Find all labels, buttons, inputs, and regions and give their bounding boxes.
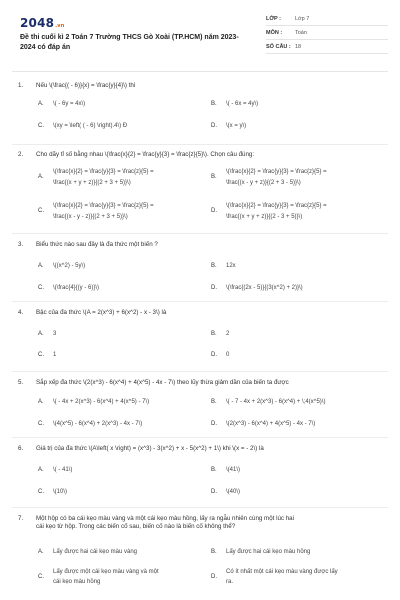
option-label: A.	[38, 467, 44, 473]
meta-key: SỐ CÂU :	[266, 44, 291, 50]
question-number: 3.	[18, 241, 24, 248]
option-text: \(40\)	[226, 489, 241, 495]
question-stem	[18, 309, 388, 317]
question-stem	[18, 379, 388, 387]
option-label: C.	[38, 574, 44, 580]
meta-key: LỚP :	[266, 16, 281, 22]
question-text: Giá trị của đa thức \(A\left( x \right) = (x^3) - 3(x^2) + x - 5(x^2) + 1\) khi \(x = - 2\) là	[36, 445, 264, 452]
option-label: D.	[211, 285, 217, 291]
option-label: D.	[211, 123, 217, 129]
exam-title: Đề thi cuối kì 2 Toán 7 Trường THCS Gò Xoài (TP.HCM) năm 2023-2024 có đáp án	[20, 34, 239, 51]
question-text: Cho dãy tỉ số bằng nhau \(\frac{x}{2} = \frac{y}{3} = \frac{z}{5}\). Chọn câu đúng:	[36, 151, 255, 158]
question-divider	[12, 301, 388, 302]
option-label: B.	[211, 399, 217, 405]
meta-value: Toán	[295, 30, 307, 36]
option-text-line2: \frac{(x - y + z)}{(2 + 3 - 5)}\)	[226, 180, 301, 186]
header-divider	[12, 71, 388, 72]
option-label: A.	[38, 331, 44, 337]
option-text: \(4(x^5) - 6(x^4) + 2(x^3) - 4x - 7\)	[53, 421, 143, 427]
option-label: D.	[211, 421, 217, 427]
question-text: Bậc của đa thức \(A = 2(x^3) + 6(x^2) - x - 3\) là	[36, 309, 167, 316]
option-text: \( - 41\)	[53, 467, 73, 473]
option-text-line1: \(\frac{x}{2} = \frac{y}{3} = \frac{z}{5} =	[53, 203, 154, 209]
question-number: 4.	[18, 309, 24, 316]
option-text-line2: cái kẹo màu hồng	[53, 579, 101, 585]
question-number: 5.	[18, 379, 24, 386]
question-text: Sắp xếp đa thức \(2(x^3) - 6(x^4) + 4(x^5) - 4x - 7\) theo lũy thừa giảm dần của biến ta được	[36, 379, 289, 386]
option-text: \(41\)	[226, 467, 241, 473]
option-label: D.	[211, 352, 217, 358]
option-label: B.	[211, 331, 217, 337]
option-text-line1: \(\frac{x}{2} = \frac{y}{3} = \frac{z}{5} =	[53, 169, 154, 175]
question-number: 1.	[18, 82, 24, 89]
option-text: \(10\)	[53, 489, 68, 495]
option-text: \( - 4x + 2(x^3) - 6(x^4) + 4(x^5) - 7\)	[53, 399, 150, 405]
option-label: A.	[38, 549, 44, 555]
question-1	[18, 82, 388, 129]
option-label: A.	[38, 399, 44, 405]
option-label: C.	[38, 352, 44, 358]
meta-row-subject	[266, 26, 388, 40]
option-label: C.	[38, 208, 44, 214]
option-text-line2: \frac{(x + y + z)}{(2 - 3 + 5)}\)	[226, 214, 303, 220]
option-text-line1: Có ít nhất một cái kẹo màu vàng được lấy	[226, 569, 338, 575]
question-text-line1: Một hộp có ba cái kẹo màu vàng và một cái kẹo màu hồng, lấy ra ngẫu nhiên cùng một lúc hai	[36, 515, 294, 522]
option-label: C.	[38, 489, 44, 495]
option-label: A.	[38, 174, 44, 180]
exam-header	[12, 12, 388, 62]
option-text: Lấy được hai cái kẹo màu hồng	[226, 549, 311, 555]
question-divider	[12, 144, 388, 145]
option-label: B.	[211, 263, 217, 269]
question-text: Nếu \(\frac{( - 6)}{x} = \frac{y}{4}\) thì	[36, 82, 136, 89]
exam-meta	[266, 12, 388, 54]
question-5	[18, 379, 388, 427]
option-label: D.	[211, 489, 217, 495]
question-3	[18, 241, 388, 291]
option-label: D.	[211, 574, 217, 580]
question-4	[18, 309, 388, 358]
question-divider	[12, 233, 388, 234]
question-number: 7.	[18, 515, 24, 522]
question-number: 2.	[18, 151, 24, 158]
question-divider	[12, 371, 388, 372]
question-stem	[18, 515, 388, 531]
option-label: B.	[211, 101, 217, 107]
option-label: B.	[211, 467, 217, 473]
option-text: 12x	[226, 263, 236, 269]
meta-row-class	[266, 12, 388, 26]
option-text: \(\frac{(2x - 5)}{(3(x^2) + 2)}\)	[226, 285, 303, 291]
logo-main: 2048	[20, 16, 55, 30]
question-7	[18, 515, 388, 585]
option-text: 0	[226, 352, 230, 358]
option-text: \(2(x^3) - 6(x^4) + 4(x^5) - 4x - 7\)	[226, 421, 316, 427]
question-stem	[18, 241, 388, 249]
option-label: A.	[38, 101, 44, 107]
question-divider	[12, 507, 388, 508]
option-text: \((x^2) - 5y\)	[53, 263, 86, 269]
option-text-line1: \(\frac{x}{2} = \frac{y}{3} = \frac{z}{5} =	[226, 203, 327, 209]
meta-value: 18	[295, 44, 302, 50]
question-stem	[18, 151, 388, 159]
question-2	[18, 151, 388, 220]
option-label: C.	[38, 123, 44, 129]
site-logo[interactable]	[20, 16, 65, 30]
option-text: \( - 7 - 4x + 2(x^3) - 6(x^4) + \;4(x^5)\)	[226, 399, 326, 405]
option-label: C.	[38, 421, 44, 427]
option-label: C.	[38, 285, 44, 291]
option-text-line2: \frac{(x - y - z)}{(2 + 3 + 5)}\)	[53, 214, 128, 220]
option-label: B.	[211, 549, 217, 555]
option-text: \( - 6x = 4y\)	[226, 101, 259, 107]
option-text: 1	[53, 352, 57, 358]
meta-key: MÔN :	[266, 30, 283, 36]
logo-tld: .vn	[55, 23, 65, 29]
question-text: Biểu thức nào sau đây là đa thức một biến ?	[36, 241, 158, 248]
option-text: \( - 6y = 4x\)	[53, 101, 86, 107]
meta-row-count	[266, 40, 388, 54]
option-label: D.	[211, 208, 217, 214]
option-label: A.	[38, 263, 44, 269]
question-stem	[18, 445, 388, 453]
question-text-line2: cái kẹo từ hộp. Trong các biến cố sau, biến cố nào là biến cố không thể?	[36, 523, 236, 530]
question-number: 6.	[18, 445, 24, 452]
option-label: B.	[211, 174, 217, 180]
question-divider	[12, 437, 388, 438]
option-text: \(\frac{4}{(y - 6)}\)	[53, 285, 100, 291]
option-text: Lấy được hai cái kẹo màu vàng	[53, 549, 137, 555]
option-text: \(x = y\)	[226, 123, 247, 129]
option-text-line1: Lấy được một cái kẹo màu vàng và một	[53, 569, 159, 575]
meta-value: Lớp 7	[295, 16, 310, 22]
option-text-line2: ra.	[226, 579, 234, 585]
option-text-line1: \(\frac{x}{2} = \frac{y}{3} = \frac{z}{5} =	[226, 169, 327, 175]
option-text-line2: \frac{(x + y + z)}{(2 + 3 + 5)}\)	[53, 180, 131, 186]
option-text: 2	[226, 331, 230, 337]
option-text: \(xy = \left( ( - 6) \right).4\) Đ	[53, 123, 128, 129]
question-6	[18, 445, 388, 495]
option-text: 3	[53, 331, 57, 337]
question-stem	[18, 82, 388, 90]
